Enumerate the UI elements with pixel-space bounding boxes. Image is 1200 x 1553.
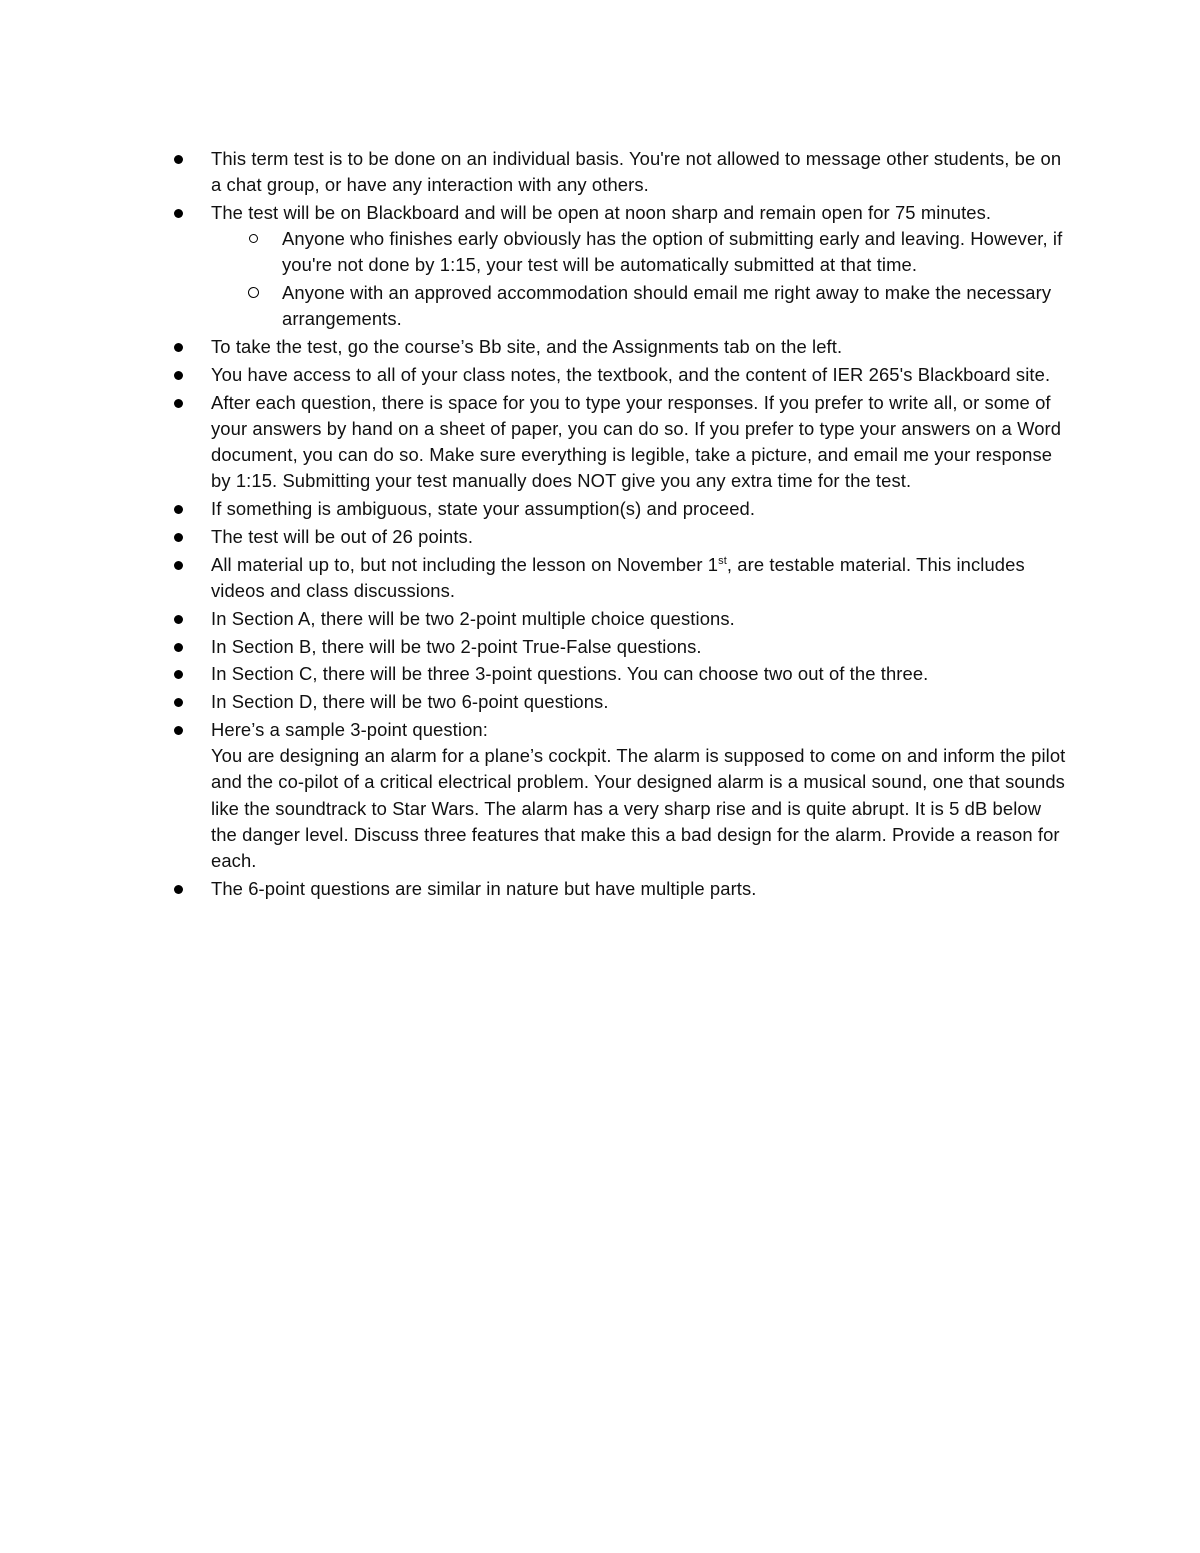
list-item-text: After each question, there is space for you to type your responses. If you prefer to write all, or some of your answers by hand on a sheet of paper, you can do so. If you prefer to type your answers on a Word document, you can do so. Make sure everything is legible, take a picture, and email me your response by 1:15. Submitting your test manually does NOT give you any extra time for the test. — [211, 391, 1062, 492]
list-item-text-part: , are testable material. This includes videos and class discussions. — [211, 553, 1025, 601]
list-item — [211, 334, 1071, 360]
hollow-bullet-icon — [248, 287, 259, 298]
bullet-icon — [174, 533, 183, 542]
list-item-text: The test will be out of 26 points. — [211, 526, 474, 547]
list-item-text: In Section D, there will be two 6-point questions. — [211, 691, 609, 713]
sub-list — [211, 226, 1071, 332]
sub-list-item — [282, 226, 1071, 278]
sub-list-item-text: Anyone who finishes early obviously has the option of submitting early and leaving. However, if you're not done by 1:15, your test will be automatically submitted at that time. — [282, 228, 1063, 276]
list-item — [211, 689, 1071, 715]
bullet-icon — [174, 505, 183, 514]
bullet-icon — [174, 155, 183, 164]
list-item-text: The test will be on Blackboard and will be open at noon sharp and remain open for 75 minutes. — [211, 202, 992, 223]
list-item-text: In Section A, there will be two 2-point multiple choice questions. — [211, 607, 735, 629]
list-item — [211, 200, 1071, 333]
bullet-icon — [174, 343, 183, 352]
list-item — [211, 390, 1071, 495]
list-item — [211, 524, 1071, 550]
list-item-text-part: All material up to, but not including the lesson on November 1 — [211, 553, 719, 575]
list-item-text — [211, 554, 1025, 601]
list-item — [211, 717, 1071, 874]
bullet-icon — [174, 615, 183, 624]
bullet-icon — [174, 670, 183, 679]
list-item — [211, 606, 1071, 632]
bullet-icon — [174, 399, 183, 408]
list-item-text: This term test is to be done on an individual basis. You're not allowed to message other students, be on a chat group, or have any interaction with any others. — [211, 148, 1062, 196]
sample-question-text: You are designing an alarm for a plane’s cockpit. The alarm is supposed to come on and inform the pilot and the co-pilot of a critical electrical problem. Your designed alarm is a musical sound, one that sounds like the soundtrack to Star Wars. The alarm has a very sharp rise and is quite abrupt. It is 5 dB below the danger level. Discuss three features that make this a bad design for the alarm. Provide a reason for each. — [211, 745, 1066, 871]
bullet-icon — [174, 885, 183, 894]
bullet-icon — [174, 561, 183, 570]
sub-list-item — [282, 280, 1071, 332]
hollow-bullet-icon — [249, 234, 258, 243]
list-item — [211, 876, 1071, 902]
list-item — [211, 661, 1071, 687]
list-item — [211, 634, 1071, 660]
list-item-text: Here’s a sample 3-point question: — [211, 718, 488, 740]
bullet-icon — [174, 643, 183, 652]
list-item-text: In Section C, there will be three 3-point questions. You can choose two out of the three. — [211, 663, 929, 685]
list-item — [211, 146, 1071, 198]
list-item — [211, 362, 1071, 388]
sub-list-item-text: Anyone with an approved accommodation should email me right away to make the necessary arrangements. — [282, 282, 1052, 330]
bullet-icon — [174, 698, 183, 707]
list-item — [211, 496, 1071, 522]
instructions-list — [211, 146, 1071, 904]
bullet-icon — [174, 209, 183, 218]
list-item-text: In Section B, there will be two 2-point True-False questions. — [211, 635, 702, 657]
list-item-text: The 6-point questions are similar in nature but have multiple parts. — [211, 877, 757, 899]
list-item-text: You have access to all of your class notes, the textbook, and the content of IER 265's Blackboard site. — [211, 364, 1051, 385]
list-item — [211, 552, 1071, 604]
superscript-ordinal: st — [718, 554, 727, 567]
bullet-icon — [174, 371, 183, 380]
list-item-text: If something is ambiguous, state your assumption(s) and proceed. — [211, 498, 756, 520]
list-item-text: To take the test, go the course’s Bb site, and the Assignments tab on the left. — [211, 336, 843, 358]
bullet-icon — [174, 726, 183, 735]
